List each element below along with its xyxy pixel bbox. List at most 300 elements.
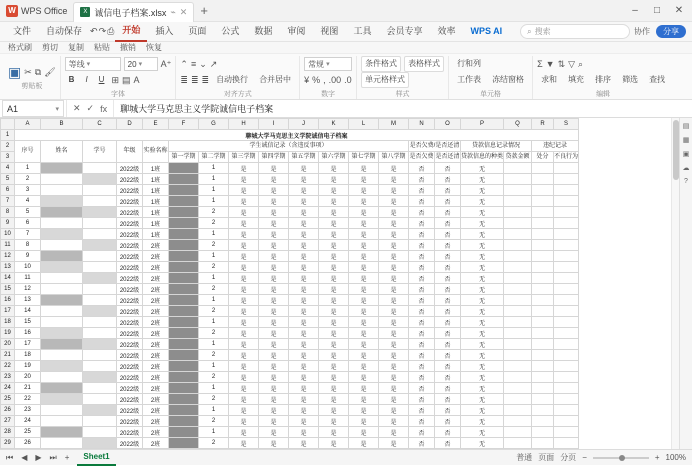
cell-status-2[interactable]: 无 bbox=[461, 317, 504, 328]
cell-credit-record-2[interactable]: 是 bbox=[289, 273, 319, 284]
cell-index[interactable]: 3 bbox=[15, 185, 41, 196]
cell-status-2[interactable]: 无 bbox=[461, 306, 504, 317]
cell-status-1[interactable]: 否 bbox=[435, 339, 461, 350]
cell-blank-0[interactable] bbox=[504, 218, 532, 229]
cell-credit-record-4[interactable]: 是 bbox=[349, 383, 379, 394]
cell-blank-2[interactable] bbox=[554, 163, 579, 174]
cell-class[interactable]: 2班 bbox=[143, 350, 169, 361]
cell-semester[interactable]: 1 bbox=[199, 251, 229, 262]
cell-credit-record-0[interactable]: 是 bbox=[229, 207, 259, 218]
ribbon-tab-view[interactable]: 视图 bbox=[320, 26, 339, 36]
cell-status-2[interactable]: 无 bbox=[461, 196, 504, 207]
cell-credit-record-1[interactable]: 是 bbox=[259, 394, 289, 405]
row-header-29[interactable]: 29 bbox=[1, 438, 15, 449]
table-row[interactable] bbox=[1, 196, 579, 207]
sub-header-cell-8[interactable]: 第四学期 bbox=[259, 152, 289, 163]
cell-status-2[interactable]: 无 bbox=[461, 284, 504, 295]
autosum-icon[interactable]: Σ bbox=[537, 59, 543, 69]
sheet-tab-sheet1[interactable]: Sheet1 bbox=[77, 450, 115, 466]
cell-credit-record-2[interactable]: 是 bbox=[289, 207, 319, 218]
cell-credit-record-3[interactable]: 是 bbox=[319, 328, 349, 339]
cell-index[interactable]: 26 bbox=[15, 438, 41, 449]
cell-name-redacted[interactable] bbox=[41, 218, 83, 229]
cell-credit-record-5[interactable]: 是 bbox=[379, 207, 409, 218]
sub-header-cell-18[interactable]: 不良行为 bbox=[554, 152, 579, 163]
cell-blank-0[interactable] bbox=[504, 372, 532, 383]
cell-index[interactable]: 8 bbox=[15, 240, 41, 251]
cell-blank-0[interactable] bbox=[504, 394, 532, 405]
maximize-button[interactable]: □ bbox=[653, 5, 661, 16]
cell-status-0[interactable]: 否 bbox=[409, 295, 435, 306]
cell-blank-0[interactable] bbox=[504, 229, 532, 240]
cell-credit-record-0[interactable]: 是 bbox=[229, 405, 259, 416]
table-row[interactable] bbox=[1, 251, 579, 262]
cell-credit-record-2[interactable]: 是 bbox=[289, 163, 319, 174]
cell-index[interactable]: 12 bbox=[15, 284, 41, 295]
name-box[interactable] bbox=[2, 100, 64, 117]
cell-status-0[interactable]: 否 bbox=[409, 427, 435, 438]
cell-blank-2[interactable] bbox=[554, 240, 579, 251]
cell-credit-record-2[interactable]: 是 bbox=[289, 372, 319, 383]
share-button[interactable]: 分享 bbox=[656, 25, 686, 38]
cell-status-2[interactable]: 无 bbox=[461, 405, 504, 416]
paste-icon[interactable]: ▣ bbox=[8, 63, 22, 80]
next-sheet-icon[interactable]: ▶ bbox=[35, 453, 42, 462]
cell-student-id-redacted[interactable] bbox=[83, 174, 117, 185]
cell-name-redacted[interactable] bbox=[41, 273, 83, 284]
cell-student-id-redacted[interactable] bbox=[83, 273, 117, 284]
cell-grade[interactable]: 2022级 bbox=[117, 438, 143, 449]
cell-blank-2[interactable] bbox=[554, 218, 579, 229]
cell-name-redacted[interactable] bbox=[41, 317, 83, 328]
cell-name-redacted[interactable] bbox=[41, 251, 83, 262]
cell-credit-record-3[interactable]: 是 bbox=[319, 383, 349, 394]
sub-header-cell-16[interactable]: 贷款金额 bbox=[504, 152, 532, 163]
cell-blank-2[interactable] bbox=[554, 372, 579, 383]
redo-icon[interactable]: ↷ bbox=[98, 26, 107, 36]
cell-credit-record-3[interactable]: 是 bbox=[319, 295, 349, 306]
cell-blank-0[interactable] bbox=[504, 361, 532, 372]
cell-credit-record-0[interactable]: 是 bbox=[229, 229, 259, 240]
align-left-icon[interactable]: ≣ bbox=[180, 74, 188, 85]
group-header-2[interactable]: 贷款信息记录情况 bbox=[461, 141, 532, 152]
cell-blank-0[interactable] bbox=[504, 262, 532, 273]
cell-semester[interactable]: 2 bbox=[199, 416, 229, 427]
zoom-slider-knob[interactable] bbox=[619, 455, 625, 461]
cell-class[interactable]: 1班 bbox=[143, 218, 169, 229]
cell-blank-1[interactable] bbox=[532, 273, 554, 284]
cell-class[interactable]: 2班 bbox=[143, 240, 169, 251]
font-name-select[interactable] bbox=[65, 57, 121, 71]
cell-credit-record-2[interactable]: 是 bbox=[289, 383, 319, 394]
cell-credit-record-0[interactable]: 是 bbox=[229, 339, 259, 350]
cell-credit-record-0[interactable]: 是 bbox=[229, 361, 259, 372]
cell-credit-record-0[interactable]: 是 bbox=[229, 427, 259, 438]
cell-grade[interactable]: 2022级 bbox=[117, 361, 143, 372]
qat-item-redo[interactable]: 恢复 bbox=[146, 43, 162, 52]
align-center-icon[interactable]: ≣ bbox=[190, 74, 199, 85]
cell-semester[interactable]: 2 bbox=[199, 438, 229, 449]
cell-blank-1[interactable] bbox=[532, 306, 554, 317]
select-all-corner[interactable] bbox=[1, 119, 15, 130]
autosum-button[interactable]: 求和 bbox=[541, 75, 558, 84]
table-style-button[interactable]: 表格样式 bbox=[404, 56, 444, 72]
cell-credit-record-4[interactable]: 是 bbox=[349, 295, 379, 306]
cell-name-redacted[interactable] bbox=[41, 196, 83, 207]
print-icon[interactable]: ⎙ bbox=[107, 26, 115, 36]
cell-status-0[interactable]: 否 bbox=[409, 361, 435, 372]
cell-credit-record-5[interactable]: 是 bbox=[379, 328, 409, 339]
cell-blank-1[interactable] bbox=[532, 229, 554, 240]
cell-payment-redacted[interactable] bbox=[169, 185, 199, 196]
cell-status-0[interactable]: 否 bbox=[409, 174, 435, 185]
cell-grade[interactable]: 2022级 bbox=[117, 405, 143, 416]
ribbon-tab-autosave[interactable]: 自动保存 bbox=[46, 26, 83, 36]
cell-class[interactable]: 2班 bbox=[143, 361, 169, 372]
cell-semester[interactable]: 1 bbox=[199, 427, 229, 438]
ribbon-tab-home[interactable]: 开始 bbox=[115, 21, 147, 42]
cell-status-1[interactable]: 否 bbox=[435, 174, 461, 185]
cell-credit-record-0[interactable]: 是 bbox=[229, 416, 259, 427]
cell-semester[interactable]: 1 bbox=[199, 174, 229, 185]
cell-name-redacted[interactable] bbox=[41, 207, 83, 218]
cell-status-0[interactable]: 否 bbox=[409, 438, 435, 449]
cell-grade[interactable]: 2022级 bbox=[117, 163, 143, 174]
cell-name-redacted[interactable] bbox=[41, 174, 83, 185]
cell-credit-record-3[interactable]: 是 bbox=[319, 372, 349, 383]
cell-status-2[interactable]: 无 bbox=[461, 339, 504, 350]
cell-credit-record-3[interactable]: 是 bbox=[319, 284, 349, 295]
italic-button[interactable]: I bbox=[85, 75, 88, 84]
cell-credit-record-0[interactable]: 是 bbox=[229, 262, 259, 273]
cell-semester[interactable]: 1 bbox=[199, 383, 229, 394]
cell-blank-0[interactable] bbox=[504, 163, 532, 174]
column-header-R[interactable]: R bbox=[532, 119, 554, 130]
cell-credit-record-4[interactable]: 是 bbox=[349, 328, 379, 339]
fill-button[interactable]: 填充 bbox=[568, 75, 585, 84]
filter-icon[interactable]: ▽ bbox=[568, 58, 576, 69]
cell-credit-record-4[interactable]: 是 bbox=[349, 163, 379, 174]
freeze-panes-button[interactable]: 冻结窗格 bbox=[492, 75, 525, 84]
cell-blank-1[interactable] bbox=[532, 251, 554, 262]
cell-payment-redacted[interactable] bbox=[169, 416, 199, 427]
cell-status-2[interactable]: 无 bbox=[461, 229, 504, 240]
column-header-S[interactable]: S bbox=[554, 119, 579, 130]
cell-name-redacted[interactable] bbox=[41, 361, 83, 372]
cell-credit-record-0[interactable]: 是 bbox=[229, 185, 259, 196]
cell-blank-0[interactable] bbox=[504, 207, 532, 218]
cell-blank-1[interactable] bbox=[532, 207, 554, 218]
cell-status-0[interactable]: 否 bbox=[409, 218, 435, 229]
cell-semester[interactable]: 2 bbox=[199, 350, 229, 361]
table-row[interactable] bbox=[1, 328, 579, 339]
cell-blank-2[interactable] bbox=[554, 295, 579, 306]
qat-item-copy[interactable]: 复制 bbox=[68, 43, 84, 52]
cell-status-2[interactable]: 无 bbox=[461, 361, 504, 372]
cell-blank-2[interactable] bbox=[554, 394, 579, 405]
cell-credit-record-3[interactable]: 是 bbox=[319, 350, 349, 361]
cell-status-0[interactable]: 否 bbox=[409, 284, 435, 295]
cell-credit-record-5[interactable]: 是 bbox=[379, 240, 409, 251]
cell-index[interactable]: 20 bbox=[15, 372, 41, 383]
sub-header-cell-7[interactable]: 第三学期 bbox=[229, 152, 259, 163]
row-header-8[interactable]: 8 bbox=[1, 207, 15, 218]
table-row[interactable] bbox=[1, 383, 579, 394]
cell-status-0[interactable]: 否 bbox=[409, 416, 435, 427]
ribbon-tab-file[interactable]: 文件 bbox=[13, 26, 32, 36]
cell-credit-record-2[interactable]: 是 bbox=[289, 405, 319, 416]
cell-status-1[interactable]: 否 bbox=[435, 273, 461, 284]
cell-credit-record-3[interactable]: 是 bbox=[319, 306, 349, 317]
cell-credit-record-4[interactable]: 是 bbox=[349, 262, 379, 273]
cell-credit-record-5[interactable]: 是 bbox=[379, 174, 409, 185]
cell-credit-record-1[interactable]: 是 bbox=[259, 427, 289, 438]
cell-status-2[interactable]: 无 bbox=[461, 416, 504, 427]
table-row[interactable] bbox=[1, 284, 579, 295]
cell-status-1[interactable]: 否 bbox=[435, 218, 461, 229]
sub-header-cell-5[interactable]: 第一学期 bbox=[169, 152, 199, 163]
sub-header-cell-14[interactable]: 是否还清 bbox=[435, 152, 461, 163]
cell-student-id-redacted[interactable] bbox=[83, 317, 117, 328]
column-header-C[interactable]: C bbox=[83, 119, 117, 130]
document-tab[interactable] bbox=[73, 2, 194, 22]
cell-grade[interactable]: 2022级 bbox=[117, 174, 143, 185]
cell-student-id-redacted[interactable] bbox=[83, 361, 117, 372]
cell-credit-record-3[interactable]: 是 bbox=[319, 196, 349, 207]
view-mode-normal[interactable]: 普通 bbox=[516, 453, 533, 462]
table-row[interactable] bbox=[1, 317, 579, 328]
sheet-title-cell[interactable]: 聊城大学马克思主义学院诚信电子档案 bbox=[15, 130, 579, 141]
cell-credit-record-4[interactable]: 是 bbox=[349, 350, 379, 361]
table-row[interactable] bbox=[1, 306, 579, 317]
cell-grade[interactable]: 2022级 bbox=[117, 383, 143, 394]
cell-index[interactable]: 1 bbox=[15, 163, 41, 174]
cell-status-0[interactable]: 否 bbox=[409, 383, 435, 394]
cell-semester[interactable]: 1 bbox=[199, 229, 229, 240]
cell-credit-record-2[interactable]: 是 bbox=[289, 438, 319, 449]
cell-index[interactable]: 2 bbox=[15, 174, 41, 185]
cell-blank-2[interactable] bbox=[554, 273, 579, 284]
cell-blank-0[interactable] bbox=[504, 438, 532, 449]
cell-credit-record-5[interactable]: 是 bbox=[379, 306, 409, 317]
cell-student-id-redacted[interactable] bbox=[83, 405, 117, 416]
cell-blank-0[interactable] bbox=[504, 306, 532, 317]
cell-class[interactable]: 2班 bbox=[143, 427, 169, 438]
cell-status-1[interactable]: 否 bbox=[435, 295, 461, 306]
cell-index[interactable]: 6 bbox=[15, 218, 41, 229]
cell-student-id-redacted[interactable] bbox=[83, 394, 117, 405]
cell-semester[interactable]: 1 bbox=[199, 185, 229, 196]
table-format-icon[interactable]: ▤ bbox=[682, 123, 690, 130]
cell-name-redacted[interactable] bbox=[41, 405, 83, 416]
cell-status-1[interactable]: 否 bbox=[435, 372, 461, 383]
cell-blank-1[interactable] bbox=[532, 295, 554, 306]
cell-blank-0[interactable] bbox=[504, 251, 532, 262]
image-icon[interactable]: ▣ bbox=[682, 151, 690, 158]
cell-payment-redacted[interactable] bbox=[169, 383, 199, 394]
cell-status-0[interactable]: 否 bbox=[409, 229, 435, 240]
cell-credit-record-1[interactable]: 是 bbox=[259, 295, 289, 306]
cell-credit-record-5[interactable]: 是 bbox=[379, 196, 409, 207]
qat-item-undo[interactable]: 撤销 bbox=[120, 43, 136, 52]
cell-class[interactable]: 2班 bbox=[143, 328, 169, 339]
cell-payment-redacted[interactable] bbox=[169, 328, 199, 339]
cell-student-id-redacted[interactable] bbox=[83, 328, 117, 339]
cell-credit-record-5[interactable]: 是 bbox=[379, 427, 409, 438]
cell-payment-redacted[interactable] bbox=[169, 284, 199, 295]
cell-credit-record-5[interactable]: 是 bbox=[379, 438, 409, 449]
cell-name-redacted[interactable] bbox=[41, 295, 83, 306]
align-bottom-icon[interactable]: ⌄ bbox=[199, 58, 207, 69]
cell-status-1[interactable]: 否 bbox=[435, 438, 461, 449]
cell-class[interactable]: 2班 bbox=[143, 306, 169, 317]
cell-credit-record-0[interactable]: 是 bbox=[229, 196, 259, 207]
font-color-icon[interactable]: A bbox=[133, 75, 140, 85]
cell-credit-record-1[interactable]: 是 bbox=[259, 218, 289, 229]
cancel-formula-icon[interactable]: ✕ bbox=[73, 103, 81, 113]
comma-icon[interactable]: , bbox=[323, 75, 326, 85]
cell-status-1[interactable]: 否 bbox=[435, 317, 461, 328]
cell-name-redacted[interactable] bbox=[41, 350, 83, 361]
cell-index[interactable]: 13 bbox=[15, 295, 41, 306]
cell-name-redacted[interactable] bbox=[41, 394, 83, 405]
cell-credit-record-3[interactable]: 是 bbox=[319, 405, 349, 416]
cell-credit-record-1[interactable]: 是 bbox=[259, 229, 289, 240]
row-header-10[interactable]: 10 bbox=[1, 229, 15, 240]
cell-credit-record-0[interactable]: 是 bbox=[229, 174, 259, 185]
cell-credit-record-5[interactable]: 是 bbox=[379, 317, 409, 328]
cell-blank-2[interactable] bbox=[554, 262, 579, 273]
cell-blank-2[interactable] bbox=[554, 405, 579, 416]
cell-index[interactable]: 5 bbox=[15, 207, 41, 218]
column-header-Q[interactable]: Q bbox=[504, 119, 532, 130]
merge-center-button[interactable]: 合并居中 bbox=[259, 75, 292, 84]
cell-credit-record-2[interactable]: 是 bbox=[289, 218, 319, 229]
cell-style-button[interactable]: 单元格样式 bbox=[361, 72, 409, 88]
cell-name-redacted[interactable] bbox=[41, 185, 83, 196]
rows-columns-button[interactable]: 行和列 bbox=[457, 59, 482, 68]
cell-semester[interactable]: 1 bbox=[199, 339, 229, 350]
cell-grade[interactable]: 2022级 bbox=[117, 284, 143, 295]
cell-class[interactable]: 2班 bbox=[143, 317, 169, 328]
search-box[interactable] bbox=[520, 24, 630, 39]
cell-credit-record-4[interactable]: 是 bbox=[349, 251, 379, 262]
cell-blank-1[interactable] bbox=[532, 383, 554, 394]
table-row[interactable] bbox=[1, 361, 579, 372]
cell-credit-record-3[interactable]: 是 bbox=[319, 207, 349, 218]
cell-status-0[interactable]: 否 bbox=[409, 163, 435, 174]
header-cell-0[interactable]: 序号 bbox=[15, 141, 41, 163]
cell-blank-1[interactable] bbox=[532, 196, 554, 207]
cell-class[interactable]: 2班 bbox=[143, 284, 169, 295]
header-cell-4[interactable]: 实验名称 bbox=[143, 141, 169, 163]
cell-credit-record-2[interactable]: 是 bbox=[289, 262, 319, 273]
cell-student-id-redacted[interactable] bbox=[83, 295, 117, 306]
cell-credit-record-1[interactable]: 是 bbox=[259, 438, 289, 449]
table-row[interactable] bbox=[1, 405, 579, 416]
cell-class[interactable]: 1班 bbox=[143, 207, 169, 218]
ribbon-tab-review[interactable]: 审阅 bbox=[287, 26, 306, 36]
decrease-decimal-icon[interactable]: .0 bbox=[344, 75, 352, 85]
cell-semester[interactable]: 1 bbox=[199, 361, 229, 372]
row-header-7[interactable]: 7 bbox=[1, 196, 15, 207]
bold-button[interactable]: B bbox=[68, 75, 75, 84]
row-header-15[interactable]: 15 bbox=[1, 284, 15, 295]
sort-icon[interactable]: ⇅ bbox=[557, 58, 566, 69]
cell-status-0[interactable]: 否 bbox=[409, 339, 435, 350]
cell-credit-record-5[interactable]: 是 bbox=[379, 273, 409, 284]
cell-student-id-redacted[interactable] bbox=[83, 196, 117, 207]
cell-index[interactable]: 19 bbox=[15, 361, 41, 372]
cell-student-id-redacted[interactable] bbox=[83, 207, 117, 218]
find-button[interactable]: 查找 bbox=[649, 75, 666, 84]
cell-credit-record-4[interactable]: 是 bbox=[349, 240, 379, 251]
row-header-17[interactable]: 17 bbox=[1, 306, 15, 317]
cell-status-0[interactable]: 否 bbox=[409, 251, 435, 262]
cell-credit-record-0[interactable]: 是 bbox=[229, 240, 259, 251]
cell-payment-redacted[interactable] bbox=[169, 372, 199, 383]
cell-credit-record-2[interactable]: 是 bbox=[289, 328, 319, 339]
cell-credit-record-3[interactable]: 是 bbox=[319, 317, 349, 328]
cell-credit-record-4[interactable]: 是 bbox=[349, 273, 379, 284]
cell-credit-record-5[interactable]: 是 bbox=[379, 405, 409, 416]
cell-blank-0[interactable] bbox=[504, 196, 532, 207]
copy-icon[interactable]: ⧉ bbox=[34, 66, 42, 77]
cell-credit-record-0[interactable]: 是 bbox=[229, 438, 259, 449]
borders-icon[interactable]: ⊞ bbox=[111, 74, 119, 85]
cell-status-1[interactable]: 否 bbox=[435, 394, 461, 405]
cell-blank-1[interactable] bbox=[532, 339, 554, 350]
zoom-in-icon[interactable]: + bbox=[654, 453, 660, 462]
cell-credit-record-4[interactable]: 是 bbox=[349, 427, 379, 438]
cell-status-1[interactable]: 否 bbox=[435, 284, 461, 295]
row-header-23[interactable]: 23 bbox=[1, 372, 15, 383]
cell-status-1[interactable]: 否 bbox=[435, 383, 461, 394]
sort-button[interactable]: 排序 bbox=[595, 75, 612, 84]
cell-credit-record-5[interactable]: 是 bbox=[379, 163, 409, 174]
cell-blank-2[interactable] bbox=[554, 251, 579, 262]
column-header-M[interactable]: M bbox=[379, 119, 409, 130]
cell-blank-2[interactable] bbox=[554, 361, 579, 372]
cell-credit-record-1[interactable]: 是 bbox=[259, 339, 289, 350]
table-row[interactable] bbox=[1, 438, 579, 449]
cell-student-id-redacted[interactable] bbox=[83, 350, 117, 361]
cell-index[interactable]: 21 bbox=[15, 383, 41, 394]
table-row[interactable] bbox=[1, 350, 579, 361]
cell-blank-1[interactable] bbox=[532, 262, 554, 273]
cell-credit-record-2[interactable]: 是 bbox=[289, 284, 319, 295]
cell-blank-1[interactable] bbox=[532, 394, 554, 405]
cell-blank-0[interactable] bbox=[504, 383, 532, 394]
cell-blank-0[interactable] bbox=[504, 185, 532, 196]
ribbon-tab-tools[interactable]: 工具 bbox=[353, 26, 372, 36]
cell-credit-record-2[interactable]: 是 bbox=[289, 174, 319, 185]
cell-credit-record-3[interactable]: 是 bbox=[319, 251, 349, 262]
cell-status-2[interactable]: 无 bbox=[461, 185, 504, 196]
cell-credit-record-3[interactable]: 是 bbox=[319, 240, 349, 251]
cell-credit-record-5[interactable]: 是 bbox=[379, 350, 409, 361]
cell-payment-redacted[interactable] bbox=[169, 295, 199, 306]
column-header-E[interactable]: E bbox=[143, 119, 169, 130]
cell-blank-1[interactable] bbox=[532, 240, 554, 251]
cell-class[interactable]: 2班 bbox=[143, 383, 169, 394]
cell-status-1[interactable]: 否 bbox=[435, 207, 461, 218]
cell-blank-1[interactable] bbox=[532, 438, 554, 449]
cell-credit-record-4[interactable]: 是 bbox=[349, 372, 379, 383]
cell-status-2[interactable]: 无 bbox=[461, 174, 504, 185]
row-header-14[interactable]: 14 bbox=[1, 273, 15, 284]
cell-credit-record-1[interactable]: 是 bbox=[259, 240, 289, 251]
